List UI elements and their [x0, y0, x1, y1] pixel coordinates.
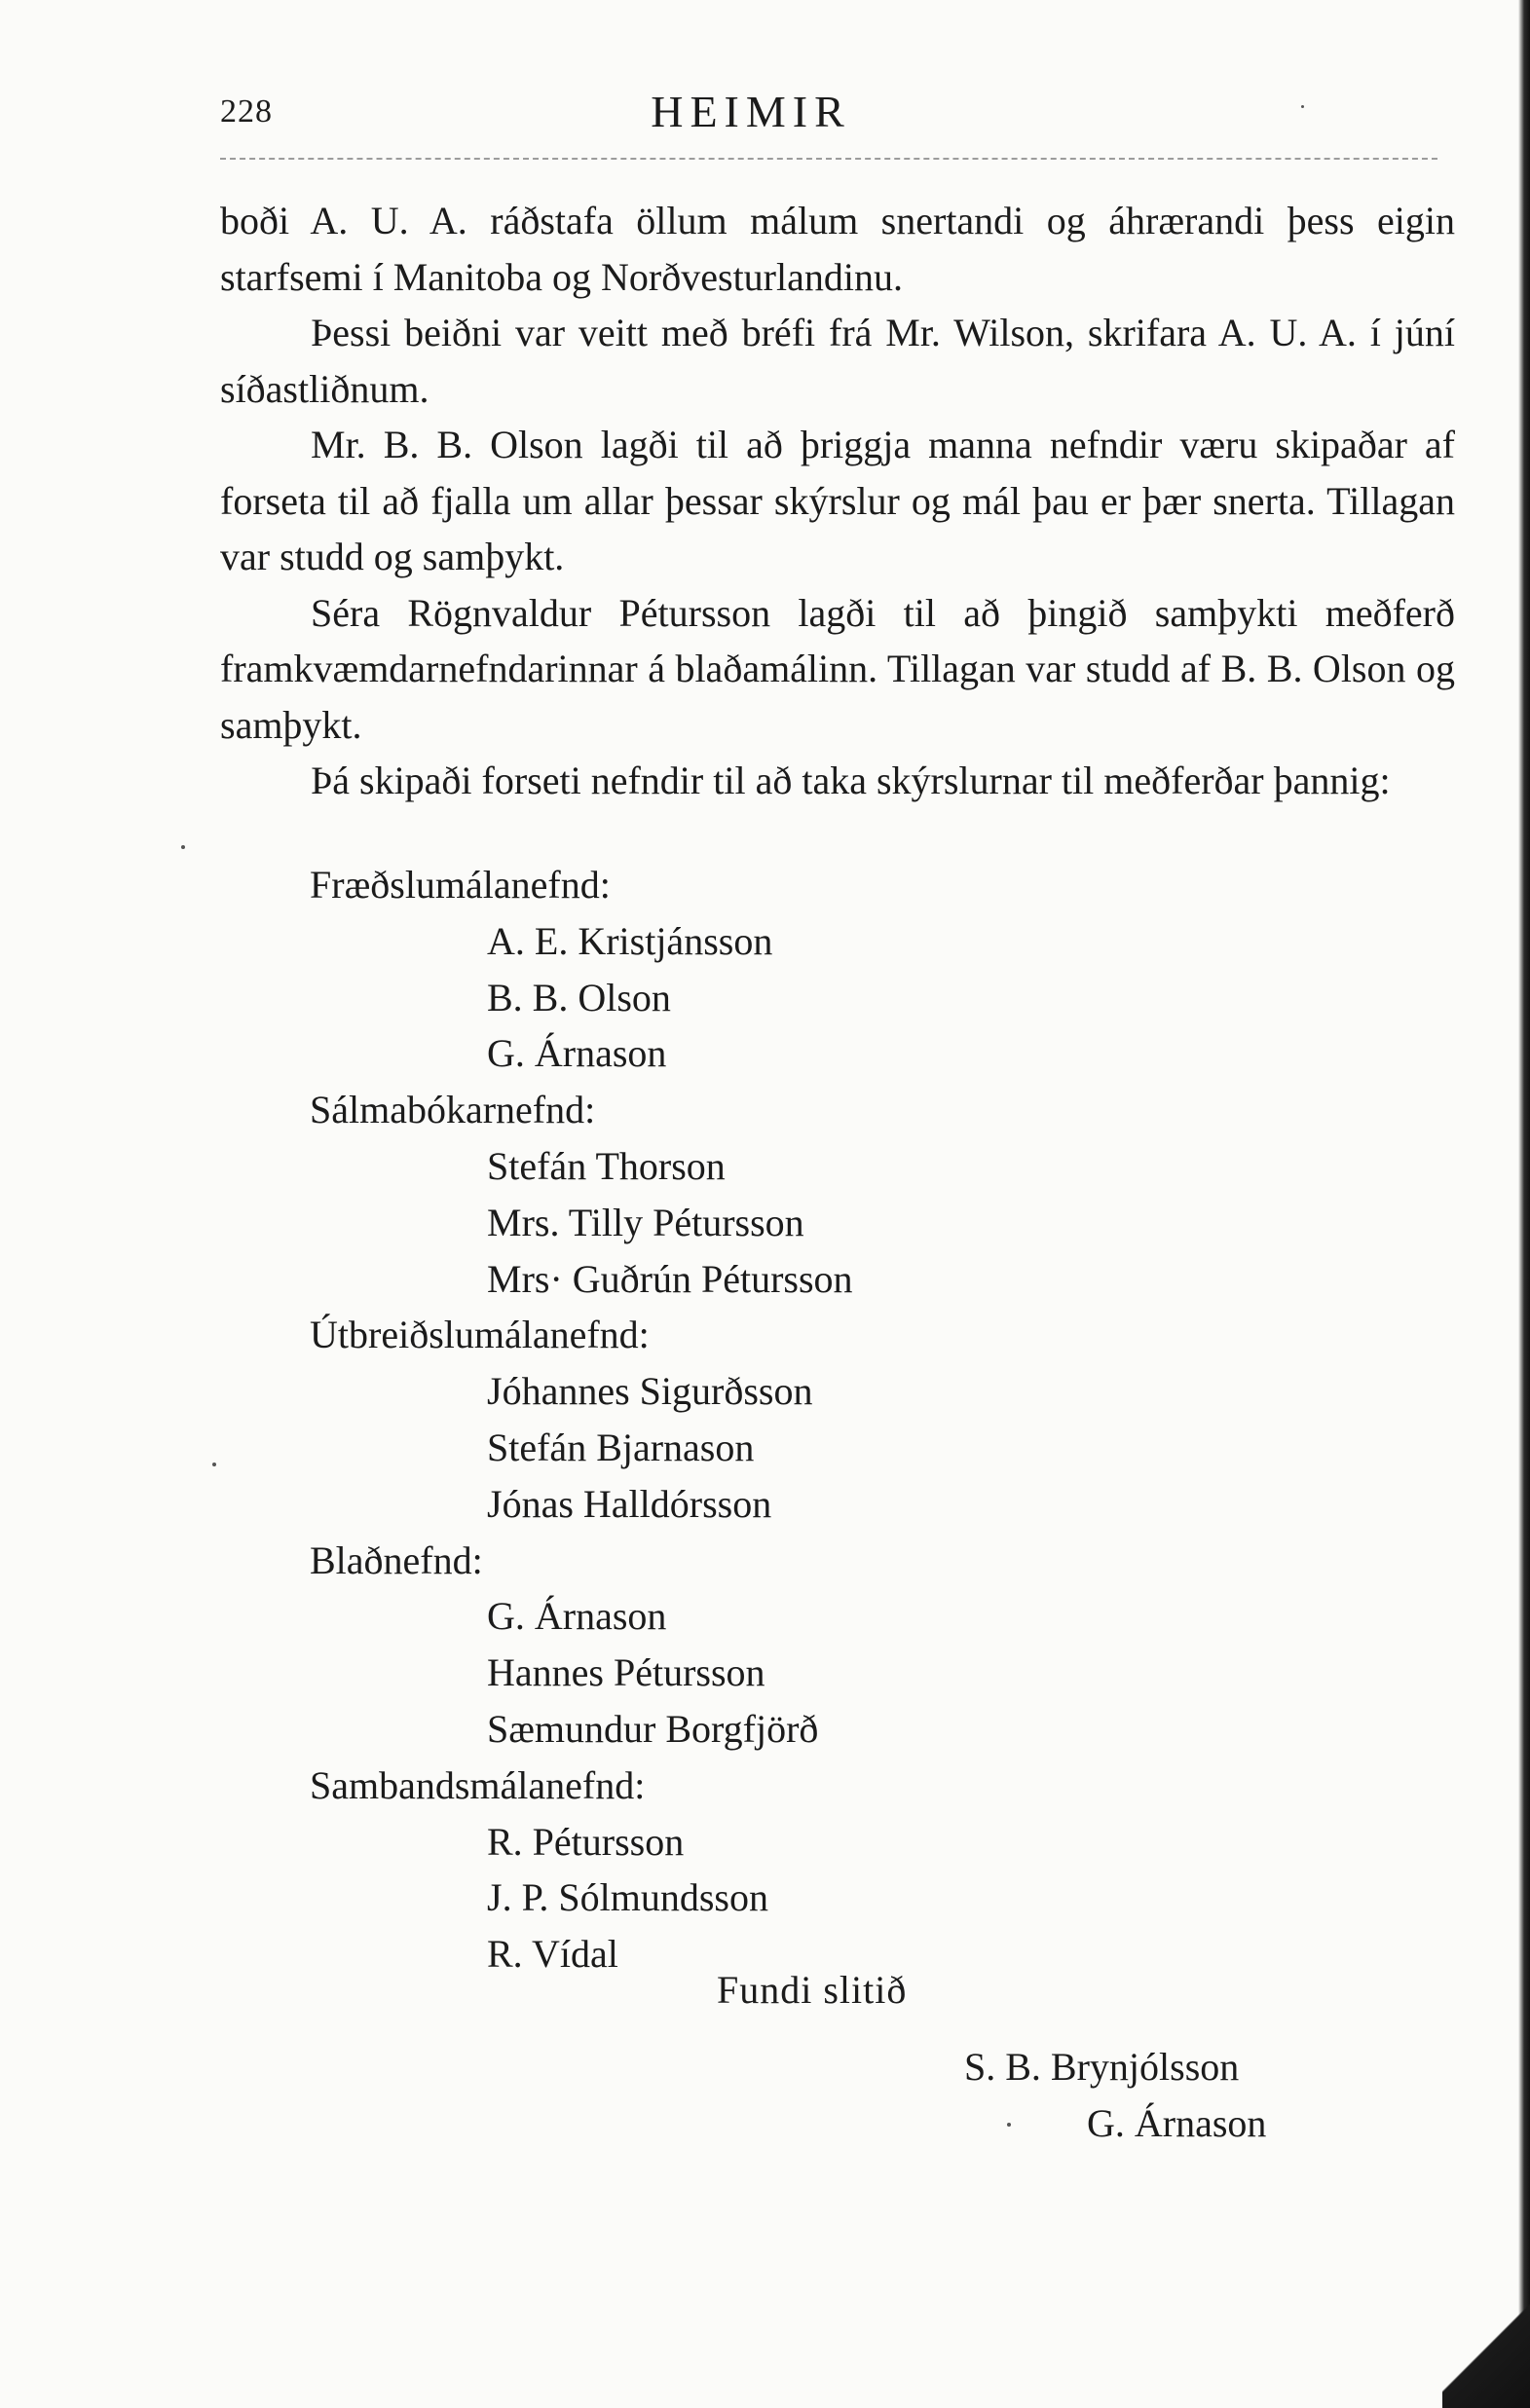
committee-member: Mrs· Guðrún Pétursson	[487, 1256, 853, 1301]
running-title: HEIMIR	[651, 87, 851, 136]
committee-member: A. E. Kristjánsson	[487, 918, 773, 963]
page-number: 228	[220, 93, 273, 130]
scan-speck	[1007, 2123, 1011, 2127]
signature: G. Árnason	[1087, 2101, 1267, 2145]
committee-member: G. Árnason	[487, 1594, 667, 1639]
committee-member: Stefán Bjarnason	[487, 1425, 755, 1469]
scan-speck	[212, 1463, 216, 1466]
paragraph: Þessi beiðni var veitt með bréfi frá Mr. Wilson, skrifara A. U. A. í júní síðastliðnum.	[220, 311, 1455, 411]
committee-member: R. Vídal	[487, 1932, 618, 1977]
committee-member: Stefán Thorson	[487, 1143, 726, 1188]
committee-name: Fræðslumálanefnd:	[310, 863, 611, 907]
committee-member: G. Árnason	[487, 1031, 667, 1076]
paragraph: Þá skipaði forseti nefndir til að taka skýrslurnar til meðferðar þannig:	[311, 759, 1391, 802]
scan-speck	[1301, 105, 1304, 108]
header-rule	[220, 158, 1437, 160]
paragraph: Mr. B. B. Olson lagði til að þriggja manna nefndir væru skipaðar af forseta til að fjalla um allar þessar skýrslur og mál þau er þær snerta. Tillagan var studd og samþykt.	[220, 423, 1455, 578]
page-edge-shadow	[1518, 0, 1530, 2408]
scan-speck	[181, 845, 185, 849]
committee-member: R. Pétursson	[487, 1819, 685, 1864]
body-text	[220, 193, 1455, 809]
committee-name: Blaðnefnd:	[310, 1537, 483, 1582]
committee-member: Sæmundur Borgfjörð	[487, 1706, 819, 1751]
committee-name: Sálmabókarnefnd:	[310, 1088, 596, 1132]
paragraph: boði A. U. A. ráðstafa öllum málum snertandi og áhrærandi þess eigin starfsemi í Manitoba og Norðvesturlandinu.	[220, 199, 1455, 299]
committee-name: Sambandsmálanefnd:	[310, 1762, 646, 1807]
paragraph: Séra Rögnvaldur Pétursson lagði til að þingið samþykti meðferð framkvæmdarnefndarinnar á blaðamálinn. Tillagan var studd af B. B. Olson og samþykt.	[220, 590, 1455, 747]
committee-member: J. P. Sólmundsson	[487, 1875, 768, 1920]
committee-member: Jóhannes Sigurðsson	[487, 1369, 813, 1414]
signature: S. B. Brynjólsson	[964, 2045, 1240, 2089]
signature-block	[964, 2039, 1354, 2152]
closing-line: Fundi slitið	[717, 1968, 908, 2012]
committee-member: B. B. Olson	[487, 975, 671, 1019]
committee-member: Jónas Halldórsson	[487, 1481, 772, 1526]
committee-list	[310, 857, 1381, 1982]
page-header	[220, 86, 1282, 134]
committee-name: Útbreiðslumálanefnd:	[310, 1313, 650, 1357]
committee-member: Mrs. Tilly Pétursson	[487, 1200, 804, 1244]
committee-member: Hannes Pétursson	[487, 1650, 765, 1695]
page-corner-fold	[1442, 2262, 1530, 2408]
